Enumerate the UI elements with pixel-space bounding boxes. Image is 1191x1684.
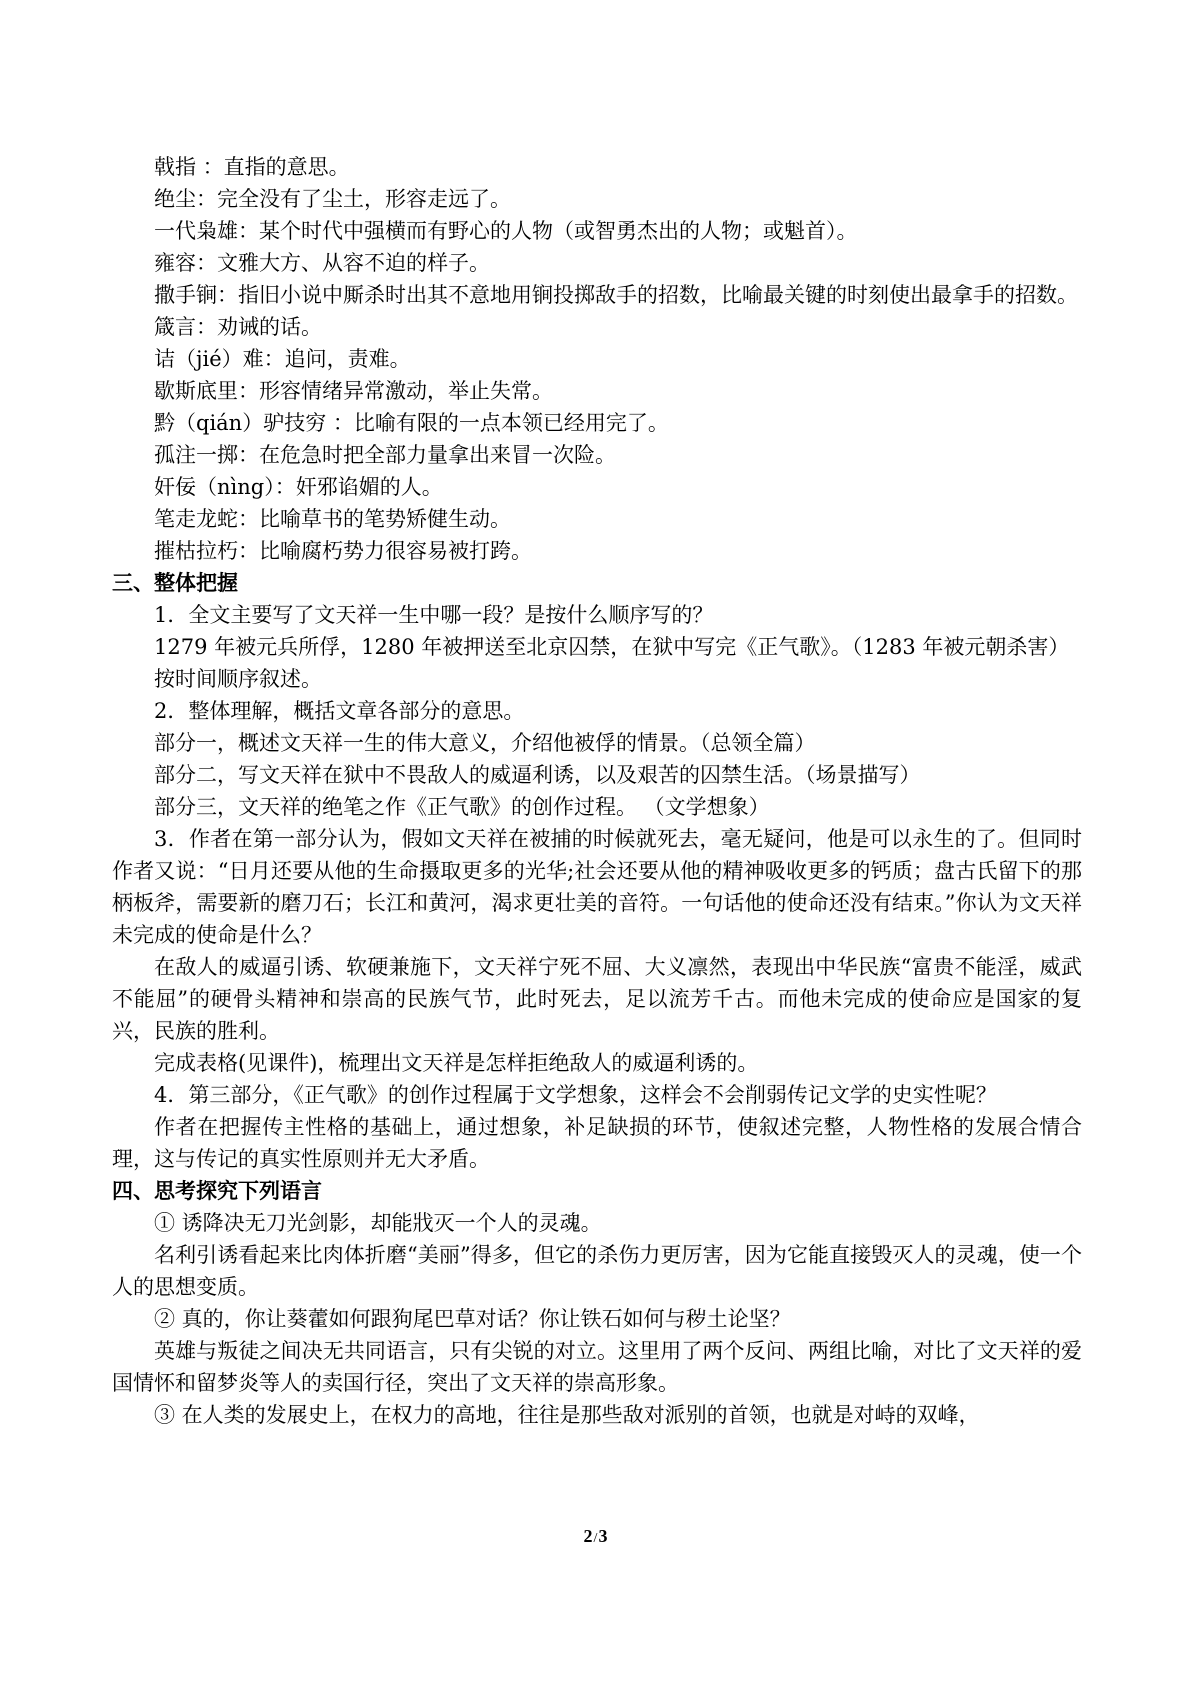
total-pages: 3 bbox=[598, 1526, 608, 1546]
paragraph: 完成表格(见课件)，梳理出文天祥是怎样拒绝敌人的威逼利诱的。 bbox=[154, 1051, 759, 1075]
page-number bbox=[0, 1526, 1191, 1547]
paragraph: 1．全文主要写了文天祥一生中哪一段？是按什么顺序写的？ bbox=[154, 603, 714, 627]
vocab-item: 箴言：劝诫的话。 bbox=[154, 315, 322, 339]
paragraph: 部分二，写文天祥在狱中不畏敌人的威逼利诱，以及艰苦的囚禁生活。（场景描写） bbox=[154, 763, 921, 787]
paragraph: 3．作者在第一部分认为，假如文天祥在被捕的时候就死去，毫无疑问，他是可以永生的了。但同时作者又说：“日月还要从他的生命摄取更多的光华;社会还要从他的精神吸收更多的钙质；盘古氏留下的那柄板斧，需要新的磨刀石；长江和黄河，渴求更壮美的音符。一句话他的使命还没有结束。”你认为文天祥未完成的使命是什么？ bbox=[112, 827, 1082, 947]
vocab-item: 笔走龙蛇：比喻草书的笔势矫健生动。 bbox=[154, 507, 511, 531]
paragraph: 部分一，概述文天祥一生的伟大意义，介绍他被俘的情景。（总领全篇） bbox=[154, 731, 816, 755]
paragraph: 2．整体理解，概括文章各部分的意思。 bbox=[154, 699, 525, 723]
paragraph: ① 诱降决无刀光剑影，却能戕灭一个人的灵魂。 bbox=[154, 1211, 602, 1235]
section-overall-grasp bbox=[112, 567, 1082, 1175]
paragraph: 英雄与叛徒之间决无共同语言，只有尖锐的对立。这里用了两个反问、两组比喻，对比了文天祥的爱国情怀和留梦炎等人的卖国行径，突出了文天祥的崇高形象。 bbox=[112, 1339, 1082, 1395]
paragraph: ② 真的，你让葵藿如何跟狗尾巴草对话？你让铁石如何与秽土论坚？ bbox=[154, 1307, 791, 1331]
current-page: 2 bbox=[583, 1526, 593, 1546]
page-content bbox=[112, 151, 1082, 1431]
paragraph: 按时间顺序叙述。 bbox=[154, 667, 322, 691]
vocab-item: 撒手锏：指旧小说中厮杀时出其不意地用锏投掷敌手的招数，比喻最关键的时刻使出最拿手的招数。 bbox=[154, 283, 1078, 307]
vocab-item: 一代枭雄：某个时代中强横而有野心的人物（或智勇杰出的人物；或魁首）。 bbox=[154, 219, 858, 243]
page-separator: / bbox=[593, 1531, 598, 1546]
vocabulary-list bbox=[112, 151, 1082, 567]
section-language-inquiry bbox=[112, 1175, 1082, 1431]
paragraph: 1279 年被元兵所俘，1280 年被押送至北京囚禁，在狱中写完《正气歌》。（1283 年被元朝杀害） bbox=[154, 635, 1070, 659]
vocab-item: 戟指 ：直指的意思。 bbox=[154, 155, 350, 179]
vocab-item: 孤注一掷：在危急时把全部力量拿出来冒一次险。 bbox=[154, 443, 616, 467]
paragraph: 作者在把握传主性格的基础上，通过想象，补足缺损的环节，使叙述完整，人物性格的发展合情合理，这与传记的真实性原则并无大矛盾。 bbox=[112, 1115, 1082, 1171]
paragraph: 4．第三部分，《正气歌》的创作过程属于文学想象，这样会不会削弱传记文学的史实性呢？ bbox=[154, 1083, 997, 1107]
vocab-item: 摧枯拉朽：比喻腐朽势力很容易被打跨。 bbox=[154, 539, 532, 563]
paragraph: 名利引诱看起来比肉体折磨“美丽”得多，但它的杀伤力更厉害，因为它能直接毁灭人的灵魂，使一个人的思想变质。 bbox=[112, 1243, 1082, 1299]
paragraph: 在敌人的威逼引诱、软硬兼施下，文天祥宁死不屈、大义凛然，表现出中华民族“富贵不能淫，威武不能屈”的硬骨头精神和崇高的民族气节，此时死去，足以流芳千古。而他未完成的使命应是国家的复兴，民族的胜利。 bbox=[112, 955, 1082, 1043]
vocab-item: 雍容：文雅大方、从容不迫的样子。 bbox=[154, 251, 490, 275]
vocab-item: 绝尘：完全没有了尘土，形容走远了。 bbox=[154, 187, 511, 211]
paragraph: ③ 在人类的发展史上，在权力的高地，往往是那些敌对派别的首领，也就是对峙的双峰， bbox=[154, 1403, 980, 1427]
paragraph: 部分三，文天祥的绝笔之作《正气歌》的创作过程。 （文学想象） bbox=[154, 795, 770, 819]
vocab-item: 歇斯底里：形容情绪异常激动，举止失常。 bbox=[154, 379, 553, 403]
vocab-item: 诘（jié）难：追问，责难。 bbox=[154, 347, 411, 371]
vocab-item: 黔（qián）驴技穷 ：比喻有限的一点本领已经用完了。 bbox=[154, 411, 669, 435]
vocab-item: 奸佞（nìng）：奸邪谄媚的人。 bbox=[154, 475, 443, 499]
section-heading: 四、思考探究下列语言 bbox=[112, 1179, 322, 1203]
section-heading: 三、整体把握 bbox=[112, 571, 238, 595]
